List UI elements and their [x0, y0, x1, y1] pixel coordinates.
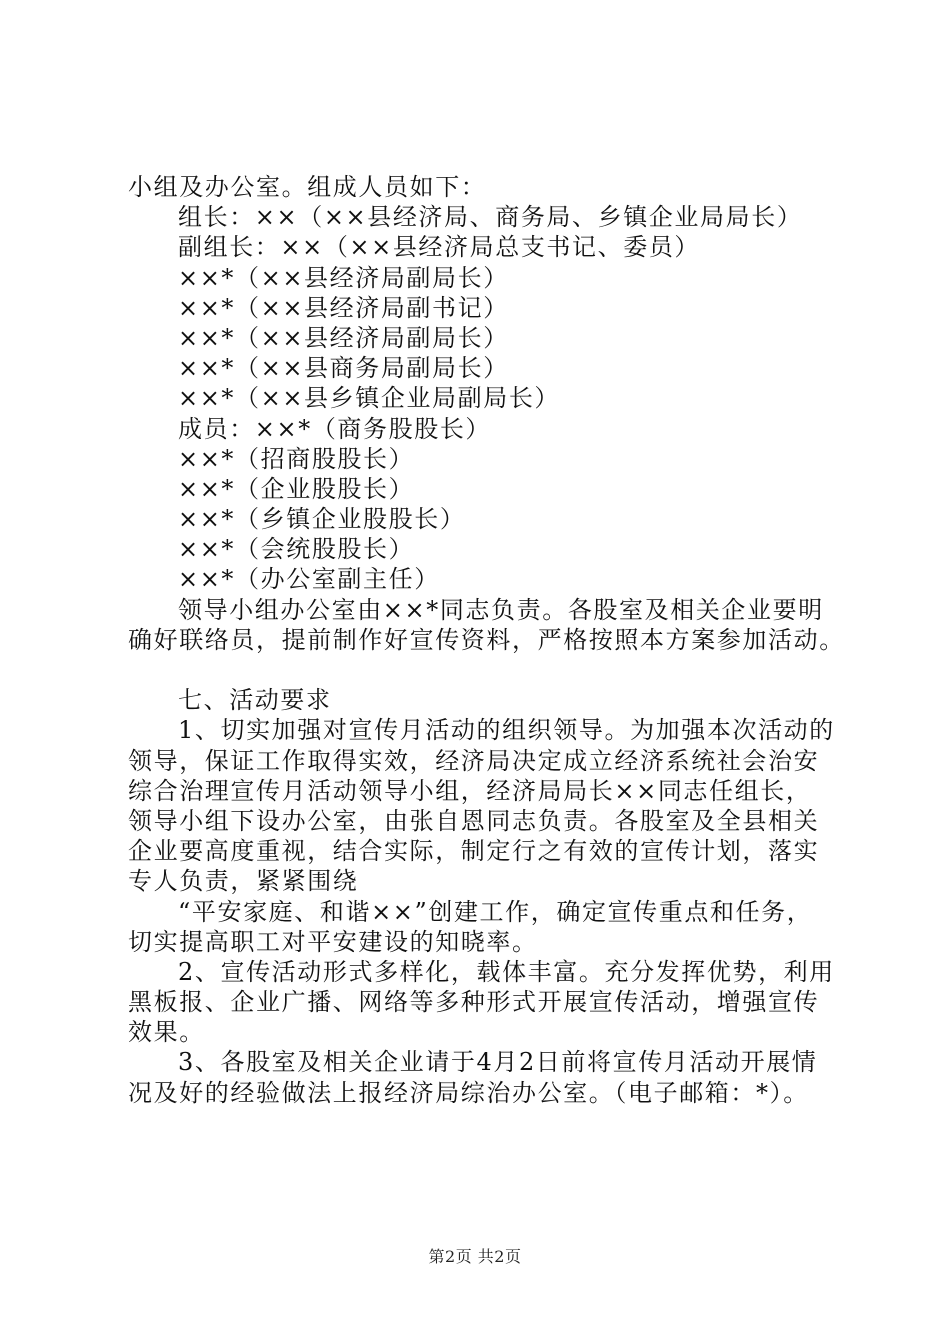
text-line: ××*（××县经济局副局长）: [178, 323, 509, 352]
text-line: 效果。: [128, 1018, 205, 1047]
page-footer: [0, 1244, 950, 1267]
text-line: “平安家庭、和谐××”创建工作，确定宣传重点和任务，: [178, 897, 813, 926]
text-line: ××*（会统股股长）: [178, 535, 415, 564]
text-line: 切实提高职工对平安建设的知晓率。: [128, 927, 538, 956]
text-line: ××*（××县乡镇企业局副局长）: [178, 384, 561, 413]
section-heading: 七、活动要求: [178, 686, 332, 715]
text-line: 领导小组下设办公室，由张自恩同志负责。各股室及全县相关: [128, 806, 820, 835]
text-line: 专人负责，紧紧围绕: [128, 867, 359, 896]
text-line: 2、宣传活动形式多样化，载体丰富。充分发挥优势，利用: [178, 957, 835, 986]
text-line: ××*（××县经济局副局长）: [178, 263, 509, 292]
text-line: ××*（乡镇企业股股长）: [178, 505, 466, 534]
text-line: ××*（办公室副主任）: [178, 565, 440, 594]
text-line: 企业要高度重视，结合实际，制定行之有效的宣传计划，落实: [128, 837, 820, 866]
text-line: ××*（企业股股长）: [178, 474, 415, 503]
text-line: 3、各股室及相关企业请于4月2日前将宣传月活动开展情: [178, 1048, 818, 1077]
text-line: 小组及办公室。组成人员如下：: [128, 173, 487, 201]
text-line: 1、切实加强对宣传月活动的组织领导。为加强本次活动的: [178, 716, 835, 745]
blank-line: [128, 655, 840, 685]
text-line: 综合治理宣传月活动领导小组，经济局局长××同志任组长，: [128, 776, 812, 805]
document-body: [128, 172, 845, 1108]
page-number-label: 第2页 共2页: [428, 1247, 522, 1266]
text-line: 黑板报、企业广播、网络等多种形式开展宣传活动，增强宣传: [128, 988, 820, 1017]
text-line: 组长：××（××县经济局、商务局、乡镇企业局局长）: [178, 203, 803, 232]
text-line: ××*（××县商务局副局长）: [178, 354, 509, 383]
text-line: ××*（××县经济局副书记）: [178, 293, 509, 322]
text-line: 成员：××*（商务股股长）: [178, 414, 492, 443]
text-line: ××*（招商股股长）: [178, 444, 415, 473]
text-line: 况及好的经验做法上报经济局综治办公室。（电子邮箱：*）。: [128, 1078, 809, 1107]
text-line: 确好联络员，提前制作好宣传资料，严格按照本方案参加活动。: [128, 625, 845, 654]
text-line: 领导，保证工作取得实效，经济局决定成立经济系统社会治安: [128, 746, 820, 775]
text-line: 副组长：××（××县经济局总支书记、委员）: [178, 233, 701, 262]
text-line: 领导小组办公室由××*同志负责。各股室及相关企业要明: [178, 595, 824, 624]
